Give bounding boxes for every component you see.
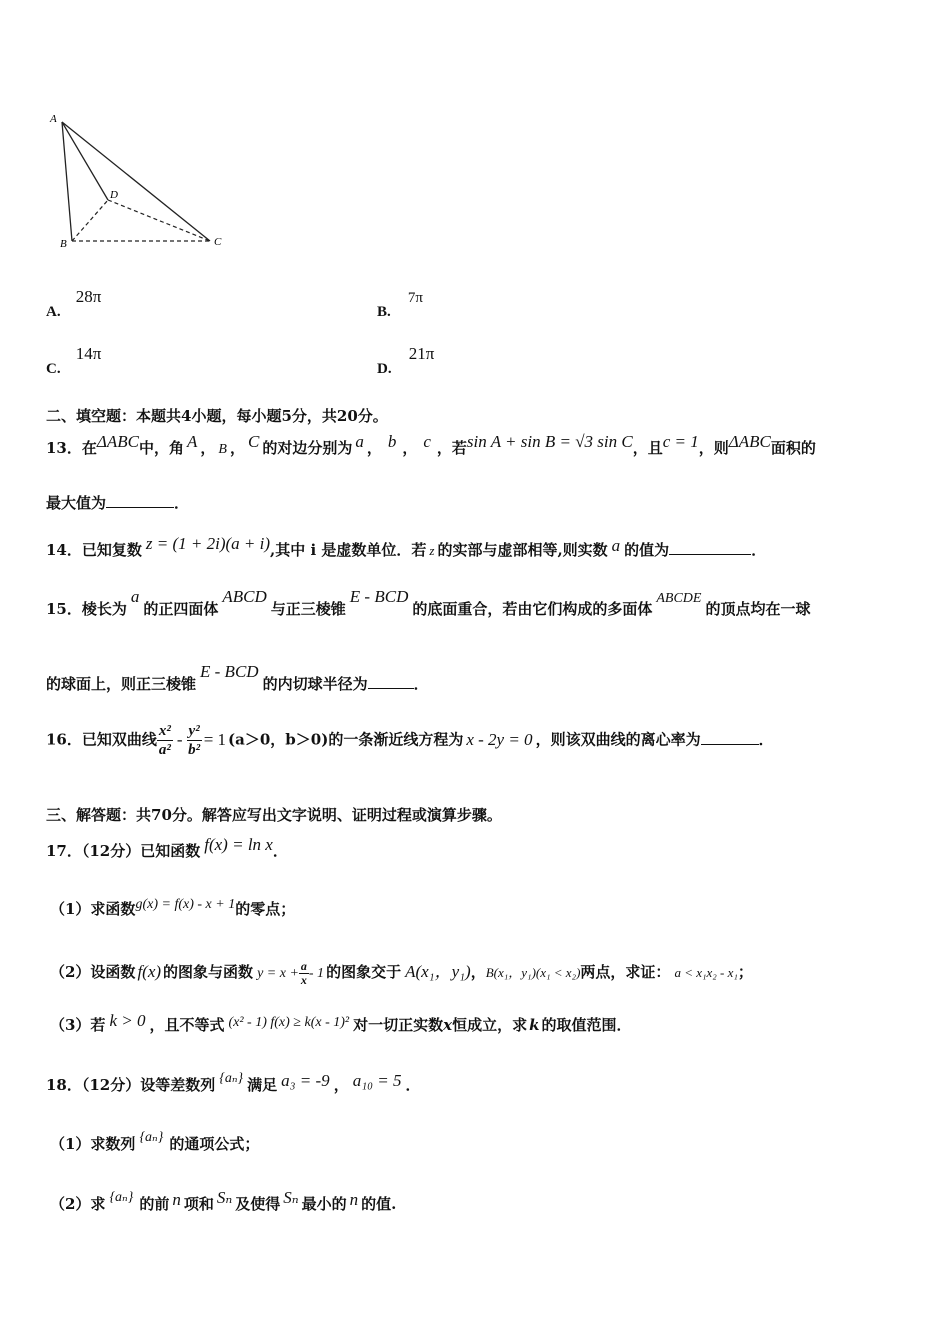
- q18-p2-sn-2: Sₙ: [283, 1188, 299, 1207]
- q16-fraction-y: [187, 722, 202, 759]
- q16-fx-den: a²: [158, 742, 171, 758]
- question-16: [46, 722, 774, 759]
- choice-c-label: C.: [46, 361, 61, 377]
- q13-text: ，则: [698, 439, 729, 457]
- q14-end: ．: [751, 541, 767, 559]
- q13-text: ，若: [436, 439, 467, 457]
- choice-d[interactable]: [377, 344, 435, 377]
- q13-side-c: c: [423, 432, 431, 451]
- q18-p2-text: 的前: [139, 1195, 170, 1213]
- q13-sep: ，: [402, 439, 418, 457]
- q13-end: ．: [174, 494, 190, 512]
- q14-a: a: [611, 536, 621, 555]
- q17-p3-text: 恒成立，求: [452, 1016, 528, 1034]
- q17-p2-sep: ，: [470, 963, 486, 981]
- q16-answer-blank[interactable]: [701, 730, 759, 745]
- vertex-label-c: C: [214, 236, 222, 248]
- q17-p3-inequality: (x² - 1) f(x) ≥ k(x - 1)²: [228, 1015, 350, 1030]
- q14-answer-blank[interactable]: [669, 540, 751, 555]
- q18-p2-n: n: [172, 1190, 181, 1209]
- q17-end: ．: [272, 842, 288, 860]
- question-18: [46, 1071, 421, 1095]
- q16-equals: = 1: [203, 729, 227, 749]
- q13-number: 13．在: [46, 439, 97, 457]
- q16-text: ，则该双曲线的离心率为: [535, 730, 701, 749]
- choice-b[interactable]: [377, 287, 423, 320]
- q17-p1-text: 的零点；: [235, 900, 296, 918]
- choice-d-label: D.: [377, 361, 392, 377]
- question-18-part1: [50, 1130, 260, 1154]
- q14-equation: z = (1 + 2i)(a + i): [145, 534, 270, 553]
- q17-p3-k: k > 0: [109, 1011, 146, 1030]
- q17-p1-equation: g(x) = f(x) - x + 1: [135, 897, 236, 912]
- q17-function: f(x) = ln x: [204, 835, 273, 854]
- choice-b-label: B.: [377, 304, 391, 320]
- q14-number: 14．已知复数: [46, 541, 142, 559]
- q16-fy-den: b²: [188, 742, 201, 758]
- q15-abcde: ABCDE: [656, 591, 702, 606]
- choice-c[interactable]: [46, 344, 102, 377]
- choice-a-label: A.: [46, 304, 61, 320]
- q15-text: 的正四面体: [143, 600, 219, 618]
- q13-angle-b: B: [218, 442, 227, 457]
- q17-p2-text: 两点，求证：: [580, 963, 671, 981]
- q17-p2-point-b: B(x₁，y₁)(x₁ < x₂): [485, 965, 581, 980]
- q16-minus: -: [176, 729, 183, 749]
- q13-text: ，且: [632, 439, 663, 457]
- q17-number: 17．（12分）已知函数: [46, 842, 201, 860]
- q17-p3-x: x: [443, 1016, 453, 1034]
- question-17-part1: [50, 898, 295, 919]
- q13-c-value: c = 1: [662, 432, 699, 451]
- q18-number: 18．（12分）设等差数列: [46, 1076, 216, 1094]
- choice-a-value: 28π: [75, 287, 102, 306]
- q17-p2-eq-post: - 1: [308, 966, 325, 981]
- q18-p1-text: （1）求数列: [50, 1135, 136, 1153]
- question-13: [46, 432, 816, 458]
- section3-heading: 三、解答题：共70分。解答应写出文字说明、证明过程或演算步骤。: [46, 806, 502, 824]
- q17-p2-frac-num: a: [300, 958, 307, 973]
- q17-p2-end: ；: [737, 963, 753, 981]
- q15-answer-blank[interactable]: [368, 674, 414, 689]
- q15-text: 的顶点均在一球: [705, 600, 811, 618]
- choice-d-value: 21π: [408, 344, 435, 363]
- q14-text: 的实部与虚部相等,则实数: [437, 541, 608, 559]
- question-17: [46, 835, 288, 861]
- q15-text: 与正三棱锥: [270, 600, 346, 618]
- q13-text: 面积的: [770, 439, 816, 457]
- vertex-label-a: A: [50, 113, 57, 125]
- q17-p2-point-a: A(x₁，y₁): [405, 962, 471, 981]
- q16-number: 16．已知双曲线: [46, 730, 157, 749]
- q18-p2-n-2: n: [349, 1190, 359, 1209]
- q18-a3: a₃ = -9: [281, 1071, 330, 1090]
- question-17-part3: [50, 1011, 632, 1035]
- q18-sep: ，: [333, 1076, 349, 1094]
- q14-text: ,其中 i 是虚数单位．若: [270, 541, 427, 559]
- q18-p2-text: 最小的: [301, 1195, 347, 1213]
- q17-p2-text: （2）设函数: [50, 963, 136, 981]
- q16-end: ．: [758, 730, 774, 749]
- q17-p2-fraction: [299, 960, 309, 987]
- q13-condition: sin A + sin B = √3 sin C: [466, 432, 633, 451]
- q13-side-b: b: [387, 432, 397, 451]
- q17-p3-text: ，且不等式: [149, 1016, 225, 1034]
- q13-text: 最大值为: [46, 494, 107, 512]
- q17-p2-text: 的图象交于: [326, 963, 402, 981]
- q13-text: 的对边分别为: [262, 439, 353, 457]
- q18-text: 满足: [247, 1076, 278, 1094]
- question-15-line2: [46, 662, 429, 694]
- q18-end: ．: [405, 1076, 421, 1094]
- q13-sep: ，: [366, 439, 382, 457]
- q18-p2-text: 的值.: [361, 1195, 397, 1213]
- q15-ebcd-2: E - BCD: [200, 662, 259, 681]
- q18-p1-text: 的通项公式；: [169, 1135, 260, 1153]
- q18-a10: a₁₀ = 5: [352, 1071, 402, 1090]
- vertex-label-b: B: [60, 238, 67, 250]
- q18-p1-sequence: {aₙ}: [139, 1130, 164, 1145]
- q15-text: 的底面重合，若由它们构成的多面体: [412, 600, 653, 618]
- q16-text: (a＞0，b＞0)的一条渐近线方程为: [228, 730, 464, 749]
- q15-abcd: ABCD: [222, 587, 267, 606]
- q17-p3-text: （3）若: [50, 1016, 106, 1034]
- question-18-part2: [50, 1188, 397, 1214]
- q16-fy-num: y²: [188, 723, 200, 739]
- q16-fraction-x: [157, 722, 173, 759]
- q14-z: z: [429, 543, 435, 558]
- vertex-label-d: D: [110, 189, 118, 201]
- q16-asymptote: x - 2y = 0: [466, 729, 533, 749]
- q13-sep: ，: [229, 439, 245, 457]
- choice-a[interactable]: [46, 287, 102, 320]
- q17-p1-text: （1）求函数: [50, 900, 136, 918]
- question-14: [46, 534, 767, 560]
- q18-sequence: {aₙ}: [219, 1071, 244, 1086]
- q13-triangle: ΔABC: [96, 432, 139, 451]
- q17-p3-k2: k: [529, 1016, 540, 1034]
- q15-ebcd: E - BCD: [349, 587, 409, 606]
- q18-p2-sn: Sₙ: [216, 1188, 233, 1207]
- q13-answer-blank[interactable]: [106, 493, 174, 508]
- q17-p2-f: f(x): [137, 962, 162, 981]
- q15-end: ．: [413, 675, 429, 693]
- q13-triangle-2: ΔABC: [728, 432, 771, 451]
- question-13-line2: [46, 492, 189, 513]
- q14-text: 的值为: [624, 541, 670, 559]
- q13-angle-c: C: [247, 432, 260, 451]
- q17-p2-frac-den: x: [300, 972, 307, 987]
- q15-text: 的内切球半径为: [262, 675, 368, 693]
- q18-p2-text: 项和: [183, 1195, 214, 1213]
- choice-c-value: 14π: [75, 344, 102, 363]
- q18-p2-sequence: {aₙ}: [109, 1190, 134, 1205]
- q15-text: 的球面上，则正三棱锥: [46, 675, 197, 693]
- q17-p2-inequality: a < x₁x₂ - x₁: [674, 965, 738, 980]
- q13-angle-a: A: [186, 432, 198, 451]
- question-17-part2: [50, 957, 753, 987]
- q17-p3-text: 的取值范围．: [541, 1016, 632, 1034]
- q13-text: 中，角: [138, 439, 184, 457]
- q13-sep: ，: [200, 439, 216, 457]
- q18-p2-text: 及使得: [235, 1195, 281, 1213]
- q15-a: a: [130, 587, 140, 606]
- q17-p3-text: 对一切正实数: [353, 1016, 444, 1034]
- q18-p2-text: （2）求: [50, 1195, 106, 1213]
- tetrahedron-figure: [40, 108, 240, 253]
- question-15: [46, 587, 811, 619]
- q13-side-a: a: [355, 432, 364, 451]
- q17-p2-eq: y = x +: [257, 966, 299, 981]
- q16-fx-num: x²: [158, 723, 171, 739]
- section2-heading: 二、填空题：本题共4小题，每小题5分，共20分。: [46, 407, 388, 425]
- q17-p2-text: 的图象与函数: [163, 963, 254, 981]
- choice-b-value: 7π: [407, 290, 423, 306]
- q15-number: 15．棱长为: [46, 600, 127, 618]
